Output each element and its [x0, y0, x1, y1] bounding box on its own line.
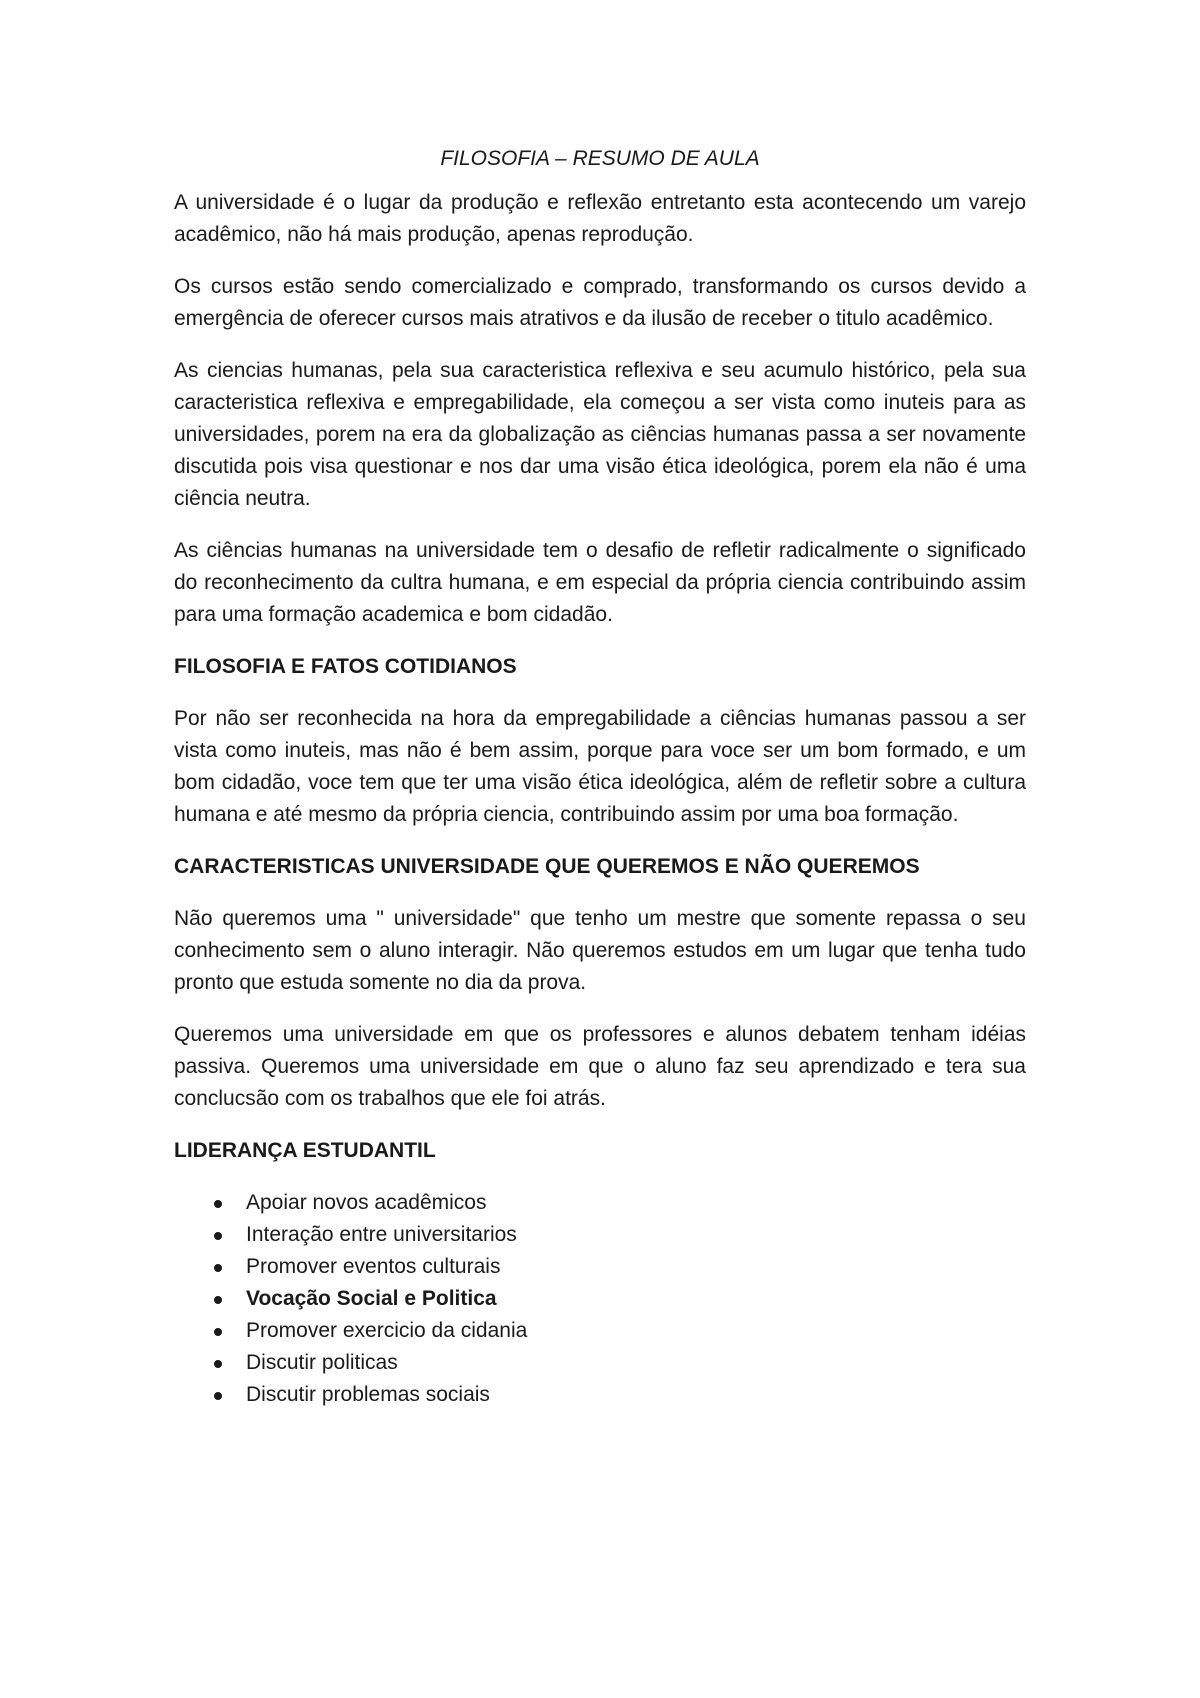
section-heading-caracteristicas: CARACTERISTICAS UNIVERSIDADE QUE QUEREMOS E NÃO QUEREMOS: [174, 855, 920, 878]
bullet-icon: [214, 1296, 222, 1304]
bullet-icon: [214, 1360, 222, 1368]
intro-paragraph-1: A universidade é o lugar da produção e reflexão entretanto esta acontecendo um varejo acadêmico, não há mais produção, apenas reprodução.: [174, 191, 1026, 246]
list-item: [174, 1187, 1026, 1219]
list-item-text: Discutir politicas: [246, 1351, 398, 1374]
list-item-text: Discutir problemas sociais: [246, 1383, 490, 1406]
list-item-text: Promover exercicio da cidania: [246, 1319, 528, 1342]
section-caracteristicas-paragraph-1: Não queremos uma " universidade" que tenho um mestre que somente repassa o seu conhecimento sem o aluno interagir. Não queremos estudos em um lugar que tenha tudo pronto que estuda somente no dia da prova.: [174, 907, 1026, 994]
lideranca-bullet-list: [174, 1187, 1026, 1411]
document-title: FILOSOFIA – RESUMO DE AULA: [440, 147, 760, 170]
intro-paragraph-3: As ciencias humanas, pela sua caracteristica reflexiva e seu acumulo histórico, pela sua caracteristica reflexiva e empregabilidade, ela começou a ser vista como inuteis para as universidades, porem na era da globalização as ciências humanas passa a ser novamente discutida pois visa questionar e nos dar uma visão ética ideológica, porem ela não é uma ciência neutra.: [174, 359, 1026, 510]
list-item: [174, 1315, 1026, 1347]
list-item-text: Interação entre universitarios: [246, 1223, 517, 1246]
section-heading-filosofia-fatos: FILOSOFIA E FATOS COTIDIANOS: [174, 655, 517, 678]
list-item: [174, 1347, 1026, 1379]
list-item-text: Vocação Social e Politica: [246, 1287, 497, 1310]
intro-paragraph-2: Os cursos estão sendo comercializado e comprado, transformando os cursos devido a emergência de oferecer cursos mais atrativos e da ilusão de receber o titulo acadêmico.: [174, 275, 1026, 330]
list-item-text: Promover eventos culturais: [246, 1255, 501, 1278]
list-item: [174, 1379, 1026, 1411]
list-item: [174, 1251, 1026, 1283]
list-item: [174, 1283, 1026, 1315]
bullet-icon: [214, 1200, 222, 1208]
bullet-icon: [214, 1264, 222, 1272]
list-item-text: Apoiar novos acadêmicos: [246, 1191, 487, 1214]
bullet-icon: [214, 1328, 222, 1336]
bullet-icon: [214, 1232, 222, 1240]
section-filosofia-fatos-paragraph: Por não ser reconhecida na hora da empregabilidade a ciências humanas passou a ser vista como inuteis, mas não é bem assim, porque para voce ser um bom formado, e um bom cidadão, voce tem que ter uma visão ética ideológica, além de refletir sobre a cultura humana e até mesmo da própria ciencia, contribuindo assim por uma boa formação.: [174, 707, 1026, 826]
list-item: [174, 1219, 1026, 1251]
section-caracteristicas-paragraph-2: Queremos uma universidade em que os professores e alunos debatem tenham idéias passiva. Queremos uma universidade em que o aluno faz seu aprendizado e tera sua conclucsão com os trabalhos que ele foi atrás.: [174, 1023, 1026, 1110]
intro-paragraph-4: As ciências humanas na universidade tem o desafio de refletir radicalmente o significado do reconhecimento da cultra humana, e em especial da própria ciencia contribuindo assim para uma formação academica e bom cidadão.: [174, 539, 1026, 626]
section-heading-lideranca: LIDERANÇA ESTUDANTIL: [174, 1139, 436, 1162]
bullet-icon: [214, 1392, 222, 1400]
